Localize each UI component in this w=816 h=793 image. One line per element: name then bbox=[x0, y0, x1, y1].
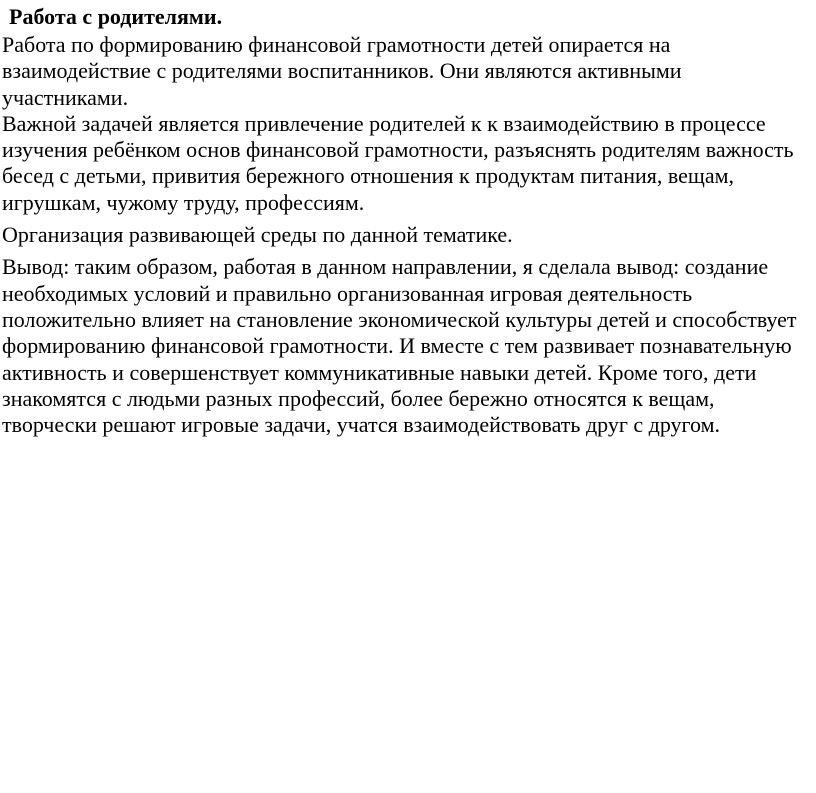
paragraph-conclusion: Вывод: таким образом, работая в данном направлении, я сделала вывод: создание необходимых условий и правильно организованная игровая деятельность положительно влияет на становление экономической культуры детей и способствует формированию финансовой грамотности. И вместе с тем развивает познавательную активность и совершенствует коммуникативные навыки детей. Кроме того, дети знакомятся с людьми разных профессий, более бережно относятся к вещам, творчески решают игровые задачи, учатся взаимодействовать друг с другом. bbox=[2, 254, 797, 438]
paragraph-environment: Организация развивающей среды по данной тематике. bbox=[2, 222, 513, 248]
section-heading: Работа с родителями. bbox=[9, 4, 223, 29]
paragraph-task: Важной задачей является привлечение родителей к к взаимодействию в процессе изучения ребёнком основ финансовой грамотности, разъяснять родителям важность бесед с детьми, привития бережного отношения к продуктам питания, вещам, игрушкам, чужому труду, профессиям. bbox=[2, 110, 794, 215]
document-page bbox=[2, 0, 802, 438]
paragraph-intro: Работа по формированию финансовой грамотности детей опирается на взаимодействие с родителями воспитанников. Они являются активными участниками. bbox=[2, 32, 682, 110]
